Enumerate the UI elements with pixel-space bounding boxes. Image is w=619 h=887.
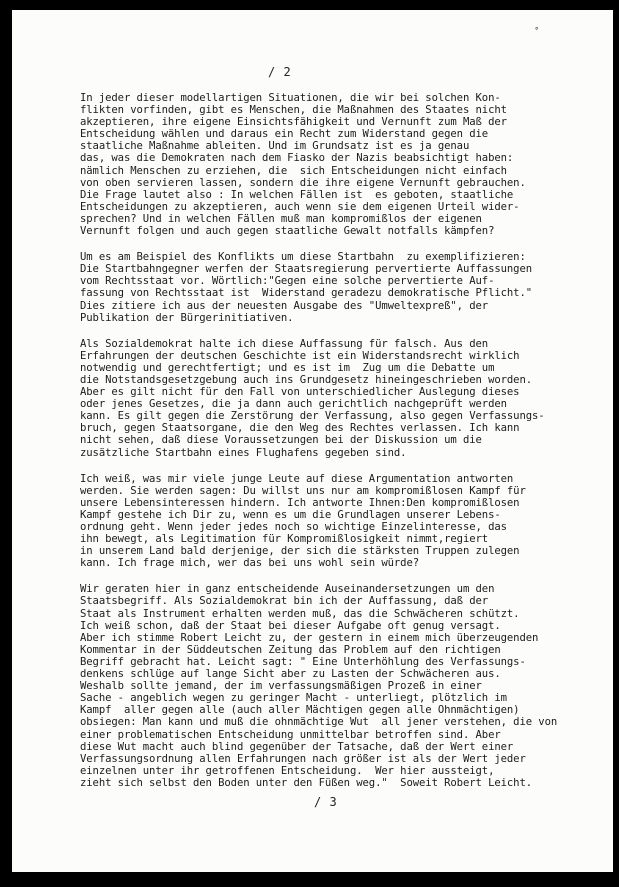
- text-line: Aber ich stimme Robert Leicht zu, der gestern in einem mich überzeugenden: [80, 631, 539, 644]
- text-line: Die Frage lautet also : In welchen Fällen ist es geboten, staatliche: [80, 188, 514, 201]
- body-text: [80, 92, 600, 803]
- text-line: flikten vorfinden, gibt es Menschen, die Maßnahmen des Staates nicht: [80, 104, 507, 117]
- text-line: unsere Lebensinteressen hindern. Ich antworte Ihnen:Den kompromißlosen: [80, 496, 520, 509]
- text-line: Entscheidungen zu akzeptieren, auch wenn sie dem eigenen Urteil wider-: [80, 200, 520, 213]
- text-line: Begriff gebracht hat. Leicht sagt: " Eine Unterhöhlung des Verfassungs-: [80, 655, 526, 668]
- text-line: staatliche Maßnahme ableiten. Und im Grundsatz ist es ja genau: [80, 140, 470, 153]
- text-line: von oben servieren lassen, sondern die ihre eigene Vernunft gebrauchen.: [80, 176, 526, 189]
- text-line: In jeder dieser modellartigen Situationen, die wir bei solchen Kon-: [80, 92, 501, 104]
- text-line: ihn bewegt, als Legitimation für Kompromißlosigkeit nimmt,regiert: [80, 533, 489, 546]
- paragraph: [80, 92, 600, 237]
- text-line: Kommentar in der Süddeutschen Zeitung das Problem auf den richtigen: [80, 643, 501, 656]
- text-line: die Notstandsgesetzgebung auch ins Grundgesetz hineingeschrieben worden.: [80, 373, 533, 386]
- text-line: Kampf aller gegen alle (auch aller Mächtigen gegen alle Ohnmächtigen): [80, 704, 520, 717]
- text-line: Staatsbegriff. Als Sozialdemokrat bin ich der Auffassung, daß der: [80, 595, 489, 608]
- text-line: fassung von Rechtsstaat ist Widerstand geradezu demokratische Pflicht.": [80, 287, 533, 300]
- text-line: Sache - angeblich wegen zu geringer Macht - unterliegt, plötzlich im: [80, 692, 507, 705]
- text-line: Weshalb sollte jemand, der im verfassungsmäßigen Prozeß in einer: [80, 680, 482, 693]
- text-line: notwendig und gerechtfertigt; und es ist im Zug um die Debatte um: [80, 361, 495, 374]
- text-line: Publikation der Bürgerinitiativen.: [80, 311, 294, 324]
- paragraph: [80, 583, 600, 789]
- text-line: Als Sozialdemokrat halte ich diese Auffassung für falsch. Aus den: [80, 337, 489, 350]
- text-line: Verfassungsordnung allen Erfahrungen nach größer ist als der Wert jeder: [80, 752, 526, 765]
- text-line: Vernunft folgen und auch gegen staatliche Gewalt notfalls kämpfen?: [80, 225, 495, 238]
- text-line: diese Wut macht auch blind gegenüber der Tatsache, daß der Wert einer: [80, 740, 514, 753]
- text-line: vom Rechtsstaat vor. Wörtlich:"Gegen eine solche pervertierte Auf-: [80, 275, 495, 288]
- text-line: Dies zitiere ich aus der neuesten Ausgabe des "Umweltexpreß", der: [80, 299, 489, 312]
- text-line: einzelnen unter ihr getroffenen Entscheidung. Wer hier aussteigt,: [80, 764, 495, 777]
- text-line: Um es am Beispiel des Konflikts um diese Startbahn zu exemplifizieren:: [80, 251, 526, 264]
- text-line: Entscheidung wählen und daraus ein Recht zum Widerstand gegen die: [80, 128, 489, 141]
- text-line: Kampf gestehe ich Dir zu, wenn es um die Grundlagen unserer Lebens-: [80, 508, 501, 521]
- text-line: Aber es gilt nicht für den Fall von unterschiedlicher Auslegung dieses: [80, 386, 520, 399]
- text-line: kann. Ich frage mich, wer das bei uns wohl sein würde?: [80, 557, 420, 570]
- page-marker-bottom: / 3: [314, 795, 338, 809]
- text-line: werden. Sie werden sagen: Du willst uns nur am kompromißlosen Kampf für: [80, 484, 526, 497]
- paragraph: [80, 473, 600, 570]
- text-line: in unserem Land bald derjenige, der sich die stärksten Truppen zulegen: [80, 545, 520, 558]
- text-line: Ich weiß schon, daß der Staat bei dieser Aufgabe oft genug versagt.: [80, 619, 501, 632]
- text-line: einer problematischen Entscheidung unmittelbar betroffen sind. Aber: [80, 728, 501, 741]
- text-line: oder jenes Gesetzes, die ja dann auch gerichtlich nachgeprüft werden: [80, 398, 507, 411]
- text-line: zusätzliche Startbahn eines Flughafens gegeben sind.: [80, 446, 407, 459]
- text-line: Ich weiß, was mir viele junge Leute auf diese Argumentation antworten: [80, 472, 514, 485]
- text-line: sprechen? Und in welchen Fällen muß man kompromißlos der eigenen: [80, 212, 482, 225]
- corner-mark: ˚: [534, 28, 540, 38]
- text-line: Staat als Instrument erhalten werden muß, das die Schwächeren schützt.: [80, 607, 520, 620]
- document-page: [12, 10, 613, 872]
- text-line: Erfahrungen der deutschen Geschichte ist ein Widerstandsrecht wirklich: [80, 349, 520, 362]
- text-line: obsiegen: Man kann und muß die ohnmächtige Wut all jener verstehen, die von: [80, 716, 558, 729]
- text-line: kann. Es gilt gegen die Zerstörung der Verfassung, also gegen Verfassungs-: [80, 410, 545, 423]
- text-line: bruch, gegen Staatsorgane, die den Weg des Rechtes verlassen. Ich kann: [80, 422, 520, 435]
- paragraph: [80, 338, 600, 459]
- text-line: Wir geraten hier in ganz entscheidende Auseinandersetzungen um den: [80, 583, 495, 596]
- text-line: denkens schlüge auf lange Sicht aber zu Lasten der Schwächeren aus.: [80, 668, 501, 681]
- text-line: nicht sehen, daß diese Voraussetzungen bei der Diskussion um die: [80, 434, 482, 447]
- text-line: akzeptieren, ihre eigene Einsichtsfähigkeit und Vernunft zum Maß der: [80, 116, 507, 129]
- paragraph: [80, 251, 600, 324]
- text-line: ordnung geht. Wenn jeder jedes noch so wichtige Einzelinteresse, das: [80, 521, 507, 533]
- text-line: nämlich Menschen zu erziehen, die sich Entscheidungen nicht einfach: [80, 164, 507, 177]
- page-marker-top: / 2: [268, 65, 292, 79]
- text-line: Die Startbahngegner werfen der Staatsregierung pervertierte Auffassungen: [80, 263, 533, 276]
- text-line: das, was die Demokraten nach dem Fiasko der Nazis beabsichtigt haben:: [80, 152, 514, 165]
- text-line: zieht sich selbst den Boden unter den Füßen weg." Soweit Robert Leicht.: [80, 776, 533, 789]
